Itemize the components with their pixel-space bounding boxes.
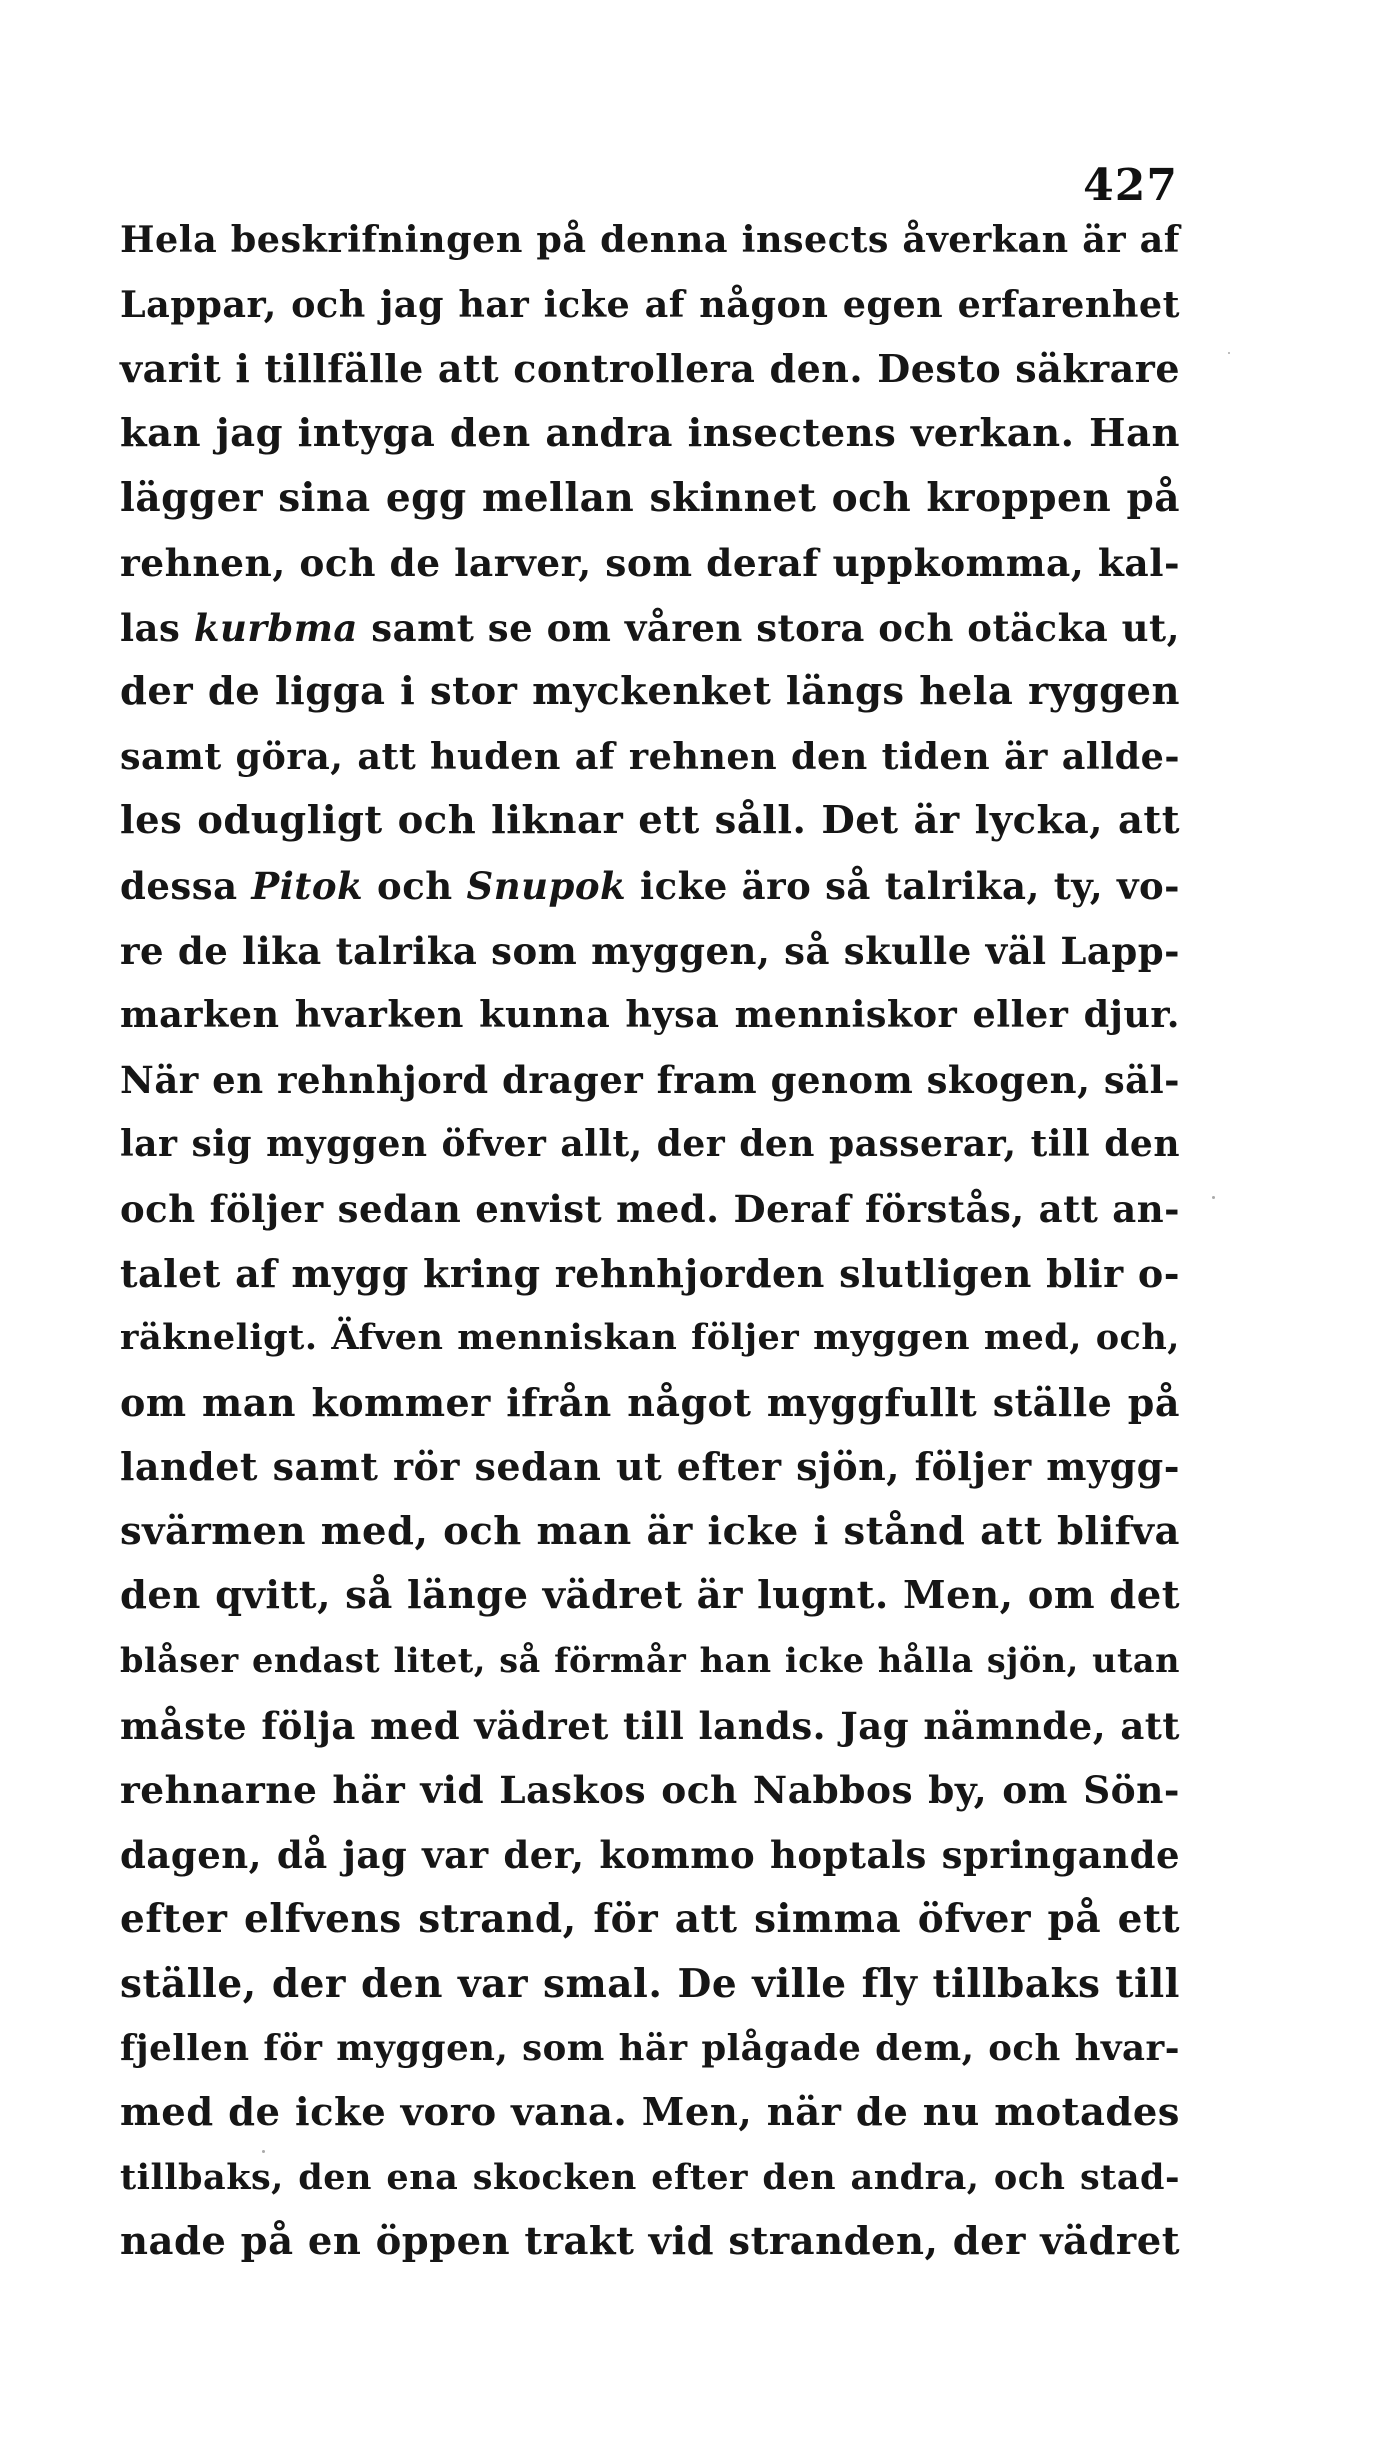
text-segment: landet samt rör sedan ut efter sjön, följer mygg-	[120, 1444, 1180, 1490]
text-segment: marken hvarken kunna hysa menniskor eller djur.	[120, 993, 1180, 1037]
text-segment: blåser endast litet, så förmår han icke hålla sjön, utan	[120, 1641, 1180, 1681]
text-line	[120, 1500, 1180, 1565]
text-line	[120, 1306, 1180, 1371]
text-line	[120, 1823, 1180, 1888]
text-segment: rehnen, och de larver, som deraf uppkomma, kal-	[120, 540, 1181, 585]
text-segment: lägger sina egg mellan skinnet och kroppen på	[120, 475, 1180, 522]
text-segment: tillbaks, den ena skocken efter den andra, och stad-	[120, 2156, 1180, 2198]
text-segment: efter elfvens strand, för att simma öfver på ett	[120, 1896, 1180, 1943]
text-segment: dessa	[120, 863, 252, 908]
text-segment: samt göra, att huden af rehnen den tiden är allde-	[120, 734, 1180, 778]
text-line	[120, 273, 1180, 338]
text-line	[120, 1048, 1180, 1113]
body-text	[120, 208, 1180, 2275]
text-line	[120, 402, 1180, 467]
text-segment: och	[363, 863, 467, 908]
text-line	[120, 919, 1180, 984]
text-segment: re de lika talrika som myggen, så skulle väl Lapp-	[120, 928, 1180, 973]
text-line	[120, 2081, 1180, 2146]
text-segment: räkneligt. Äfven menniskan följer myggen med, och,	[120, 1317, 1180, 1359]
text-line	[120, 983, 1180, 1048]
text-line	[120, 1242, 1180, 1307]
text-line	[120, 2146, 1180, 2211]
text-segment: och följer sedan envist med. Deraf förstås, att an-	[120, 1186, 1180, 1231]
text-line	[120, 2017, 1180, 2082]
text-line	[120, 1694, 1180, 1759]
text-line	[120, 1952, 1180, 2017]
text-segment: med de icke voro vana. Men, när de nu motades	[120, 2090, 1180, 2136]
text-segment: fjellen för myggen, som här plågade dem, och hvar-	[120, 2027, 1180, 2069]
text-segment: les odugligt och liknar ett såll. Det är lycka, att	[120, 798, 1180, 844]
text-line	[120, 854, 1180, 919]
text-line	[120, 208, 1180, 273]
text-line	[120, 2210, 1180, 2275]
text-line	[120, 1112, 1180, 1177]
text-segment: lar sig myggen öfver allt, der den passerar, till den	[120, 1123, 1180, 1166]
text-line	[120, 531, 1180, 596]
text-segment: När en rehnhjord drager fram genom skogen, säl-	[120, 1057, 1181, 1102]
italic-term: Pitok	[251, 863, 364, 908]
text-segment: svärmen med, och man är icke i stånd att blifva	[120, 1508, 1180, 1554]
paper-speck	[1228, 352, 1230, 354]
text-line	[120, 725, 1180, 790]
text-segment: Lappar, och jag har icke af någon egen erfarenhet	[120, 282, 1180, 326]
text-line	[120, 660, 1180, 725]
text-segment: der de ligga i stor myckenket längs hela ryggen	[120, 669, 1180, 715]
text-segment: varit i tillfälle att controllera den. Desto säkrare	[120, 346, 1180, 392]
text-line	[120, 1435, 1180, 1500]
text-segment: samt se om våren stora och otäcka ut,	[357, 605, 1180, 650]
text-segment: om man kommer ifrån något myggfullt ställe på	[120, 1379, 1180, 1425]
text-segment: nade på en öppen trakt vid stranden, der vädret	[120, 2219, 1180, 2265]
text-line	[120, 1629, 1180, 1694]
text-segment: den qvitt, så länge vädret är lugnt. Men, om det	[120, 1573, 1180, 1619]
paper-speck	[1212, 1196, 1215, 1199]
text-segment: Hela beskrifningen på denna insects åverkan är af	[120, 218, 1180, 261]
text-segment: ställe, der den var smal. De ville fly tillbaks till	[120, 1961, 1180, 2008]
text-segment: las	[120, 605, 194, 650]
page-number: 427	[1083, 160, 1178, 211]
italic-term: kurbma	[193, 605, 358, 650]
text-segment: dagen, då jag var der, kommo hoptals springande	[120, 1832, 1180, 1877]
text-line	[120, 1564, 1180, 1629]
text-segment: rehnarne här vid Laskos och Nabbos by, om Sön-	[120, 1768, 1180, 1813]
text-segment: kan jag intyga den andra insectens verkan. Han	[120, 410, 1180, 456]
text-line	[120, 1177, 1180, 1242]
text-segment: talet af mygg kring rehnhjorden slutligen blir o-	[120, 1250, 1180, 1296]
text-line	[120, 1371, 1180, 1436]
text-line	[120, 1758, 1180, 1823]
paper-speck	[262, 2150, 265, 2153]
text-segment: icke äro så talrika, ty, vo-	[626, 863, 1181, 908]
text-line	[120, 1887, 1180, 1952]
italic-term: Snupok	[466, 863, 627, 908]
text-line	[120, 596, 1180, 661]
text-line	[120, 337, 1180, 402]
text-segment: måste följa med vädret till lands. Jag nämnde, att	[120, 1703, 1180, 1748]
text-line	[120, 466, 1180, 531]
text-line	[120, 789, 1180, 854]
